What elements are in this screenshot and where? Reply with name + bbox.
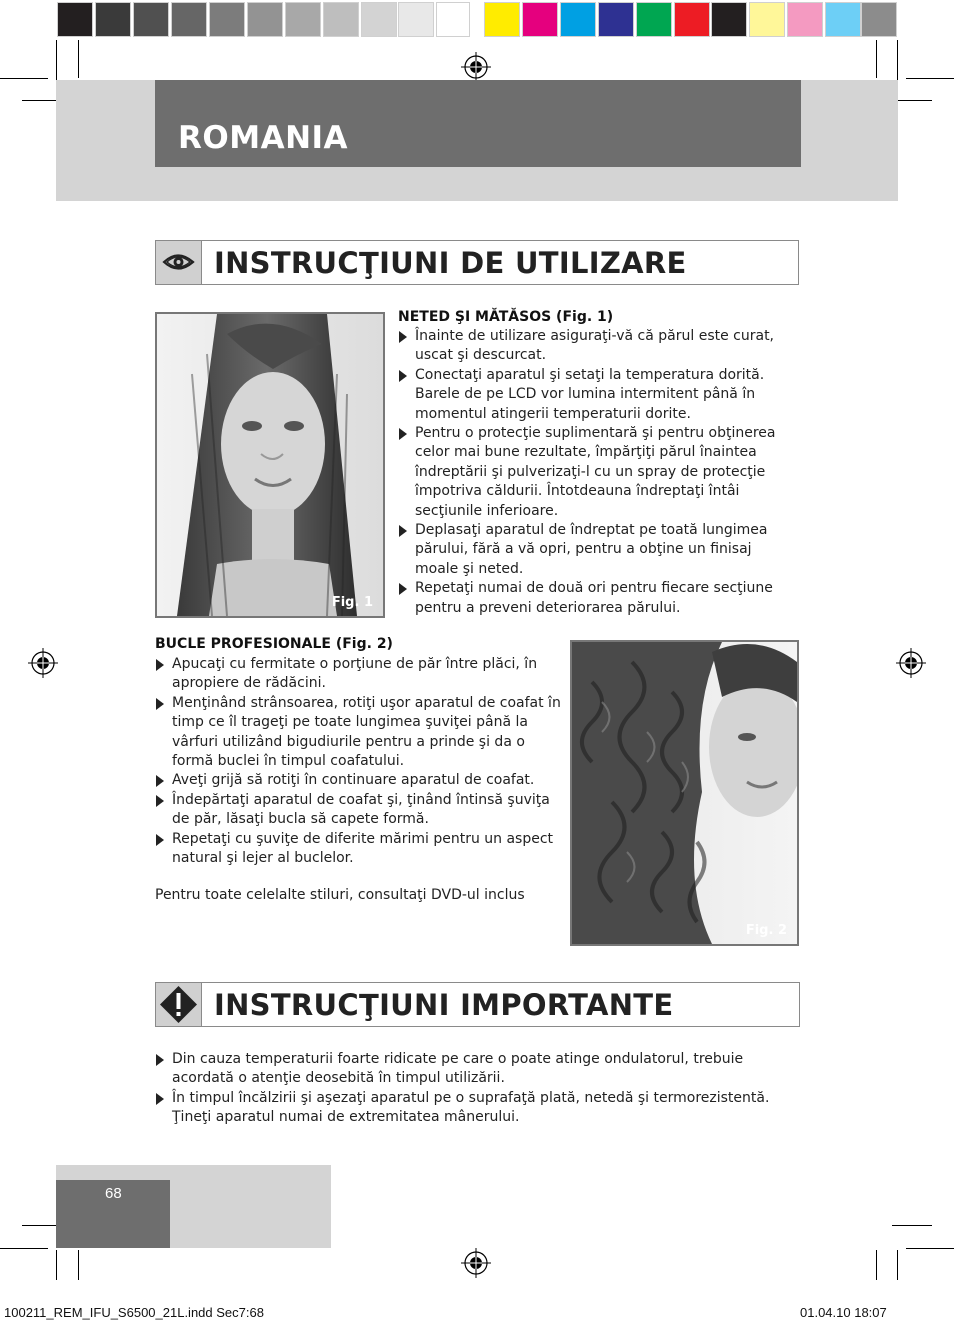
list-item-text: Îndepărtaţi aparatul de coafat şi, ţinând întinsă şuviţa de păr, lăsaţi bucla să capete formă.	[172, 791, 550, 828]
color-swatch	[560, 2, 596, 37]
bullet-arrow-icon	[399, 583, 407, 595]
warning-icon	[156, 983, 201, 1026]
color-swatch	[711, 2, 747, 37]
color-swatch	[323, 2, 359, 37]
eye-icon	[156, 241, 201, 284]
crop-mark	[56, 1250, 57, 1280]
bullet-arrow-icon	[399, 370, 407, 382]
registration-mark-icon	[28, 648, 58, 678]
color-swatch	[285, 2, 321, 37]
bullet-arrow-icon	[156, 834, 164, 846]
smooth-instructions-list	[398, 327, 778, 618]
list-item	[398, 327, 778, 366]
color-swatch	[825, 2, 861, 37]
color-swatch	[522, 2, 558, 37]
section-header-usage	[155, 240, 799, 285]
crop-mark	[876, 40, 877, 78]
section-title: INSTRUCŢIUNI DE UTILIZARE	[214, 246, 687, 280]
country-title: ROMANIA	[178, 120, 349, 156]
list-item	[398, 521, 778, 579]
subheading-smooth-silky: NETED ŞI MĂTĂSOS (Fig. 1)	[398, 309, 614, 325]
print-datetime: 01.04.10 18:07	[800, 1305, 887, 1320]
crop-mark	[876, 1250, 877, 1280]
color-swatch	[171, 2, 207, 37]
crop-mark	[0, 1248, 48, 1249]
figure-2-photo	[570, 640, 799, 946]
list-item	[398, 424, 778, 521]
section-icon-box	[156, 983, 202, 1026]
color-swatch	[398, 2, 434, 37]
crop-mark	[78, 1250, 79, 1280]
figure-1-label: Fig. 1	[331, 595, 373, 610]
list-item	[155, 694, 563, 772]
color-swatch	[57, 2, 93, 37]
crop-mark	[0, 78, 48, 79]
bullet-arrow-icon	[399, 525, 407, 537]
color-swatch	[636, 2, 672, 37]
list-item	[155, 771, 563, 790]
list-item	[155, 1050, 775, 1089]
list-item	[398, 366, 778, 424]
crop-mark	[906, 1248, 954, 1249]
list-item	[155, 830, 563, 869]
color-swatch	[247, 2, 283, 37]
color-swatch	[598, 2, 634, 37]
color-swatch	[133, 2, 169, 37]
list-item	[155, 1089, 775, 1128]
list-item-text: În timpul încălzirii şi aşezaţi aparatul pe o suprafaţă plată, netedă şi termorezistentă. Ţineţi aparatul numai de extremitatea mânerului.	[172, 1089, 770, 1126]
registration-mark-icon	[896, 648, 926, 678]
section-header-important	[155, 982, 800, 1027]
section-icon-box	[156, 241, 202, 284]
color-swatch	[787, 2, 823, 37]
crop-mark	[897, 1250, 898, 1280]
crop-mark	[897, 40, 898, 80]
figure-2-label: Fig. 2	[745, 923, 787, 938]
subheading-professional-curls: BUCLE PROFESIONALE (Fig. 2)	[155, 636, 393, 652]
list-item	[155, 791, 563, 830]
list-item	[398, 579, 778, 618]
list-item-text: Menţinând strânsoarea, rotiţi uşor aparatul de coafat în timp ce îl trageţi pe toate lungimea şuviţei până la vârfuri utilizând bigudiurile pentru a prinde şi da o formă buclei în timpul coafatului.	[172, 694, 561, 770]
color-swatch	[484, 2, 520, 37]
crop-mark	[56, 40, 57, 80]
list-item	[155, 655, 563, 694]
color-swatch	[361, 2, 397, 37]
page-number-box	[56, 1180, 170, 1248]
bullet-arrow-icon	[156, 1093, 164, 1105]
color-swatch	[95, 2, 131, 37]
file-slug: 100211_REM_IFU_S6500_21L.indd Sec7:68	[4, 1305, 264, 1320]
bullet-arrow-icon	[156, 795, 164, 807]
list-item-text: Pentru o protecţie suplimentară şi pentru obţinerea celor mai bune rezultate, împărţiţi părul înaintea îndreptării şi pulverizaţi-l cu un spray de protecţie împotriva căldurii. Întotdeauna îndreptaţi întâi secţiunile inferioare.	[415, 425, 776, 519]
color-swatch	[674, 2, 710, 37]
woman-curly-hair-image	[572, 642, 797, 944]
page-number: 68	[105, 1185, 122, 1202]
important-instructions-list	[155, 1050, 775, 1128]
woman-straight-hair-image	[157, 314, 383, 616]
list-item-text: Deplasaţi aparatul de îndreptat pe toată lungimea părului, fără a vă opri, pentru a obţine un finisaj moale şi neted.	[415, 522, 768, 577]
registration-mark-icon	[461, 1248, 491, 1278]
crop-mark	[78, 40, 79, 78]
crop-mark	[892, 100, 932, 101]
curls-instructions-list	[155, 655, 563, 868]
crop-mark	[906, 78, 954, 79]
bullet-arrow-icon	[399, 428, 407, 440]
figure-1-photo	[155, 312, 385, 618]
registration-mark-icon	[461, 52, 491, 82]
color-swatch	[861, 2, 897, 37]
color-swatch	[749, 2, 785, 37]
bullet-arrow-icon	[156, 1054, 164, 1066]
list-item-text: Apucaţi cu fermitate o porţiune de păr între plăci, în apropiere de rădăcini.	[172, 656, 538, 692]
bullet-arrow-icon	[156, 659, 164, 671]
bullet-arrow-icon	[156, 775, 164, 787]
list-item-text: Conectaţi aparatul şi setaţi la temperatura dorită. Barele de pe LCD vor lumina intermitent până în momentul atingerii temperaturii dorite.	[415, 366, 765, 422]
section-title: INSTRUCŢIUNI IMPORTANTE	[214, 988, 674, 1022]
list-item-text: Aveţi grijă să rotiţi în continuare aparatul de coafat.	[172, 772, 535, 789]
color-swatch	[209, 2, 245, 37]
dvd-note: Pentru toate celelalte stiluri, consultaţi DVD-ul inclus	[155, 887, 525, 903]
list-item-text: Din cauza temperaturii foarte ridicate pe care o poate atinge ondulatorul, trebuie acordată o atenţie deosebită în timpul utilizării.	[172, 1051, 744, 1087]
country-banner	[155, 80, 801, 167]
list-item-text: Înainte de utilizare asiguraţi-vă că părul este curat, uscat şi descurcat.	[415, 328, 775, 364]
bullet-arrow-icon	[156, 698, 164, 710]
color-swatch	[436, 2, 470, 37]
crop-mark	[892, 1225, 932, 1226]
bullet-arrow-icon	[399, 331, 407, 343]
list-item-text: Repetaţi numai de două ori pentru fiecare secţiune pentru a preveni deteriorarea părului.	[415, 580, 773, 616]
list-item-text: Repetaţi cu şuviţe de diferite mărimi pentru un aspect natural şi lejer al buclelor.	[172, 830, 554, 867]
